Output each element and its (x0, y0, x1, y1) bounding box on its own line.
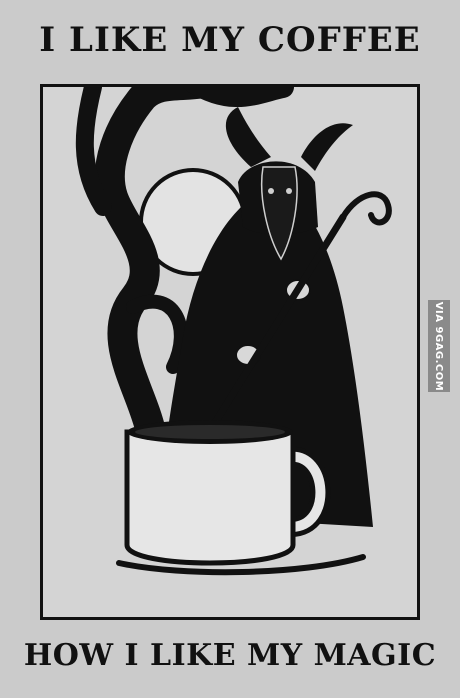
watermark-text: VIA 9GAG.COM (433, 301, 445, 391)
watermark-badge (428, 300, 450, 392)
bottom-caption: HOW I LIKE MY MAGIC (23, 638, 437, 673)
illustration (43, 87, 417, 617)
coffee-mug-icon (127, 420, 320, 563)
illustration-frame (40, 84, 420, 620)
top-caption: I LIKE MY COFFEE (39, 20, 421, 60)
